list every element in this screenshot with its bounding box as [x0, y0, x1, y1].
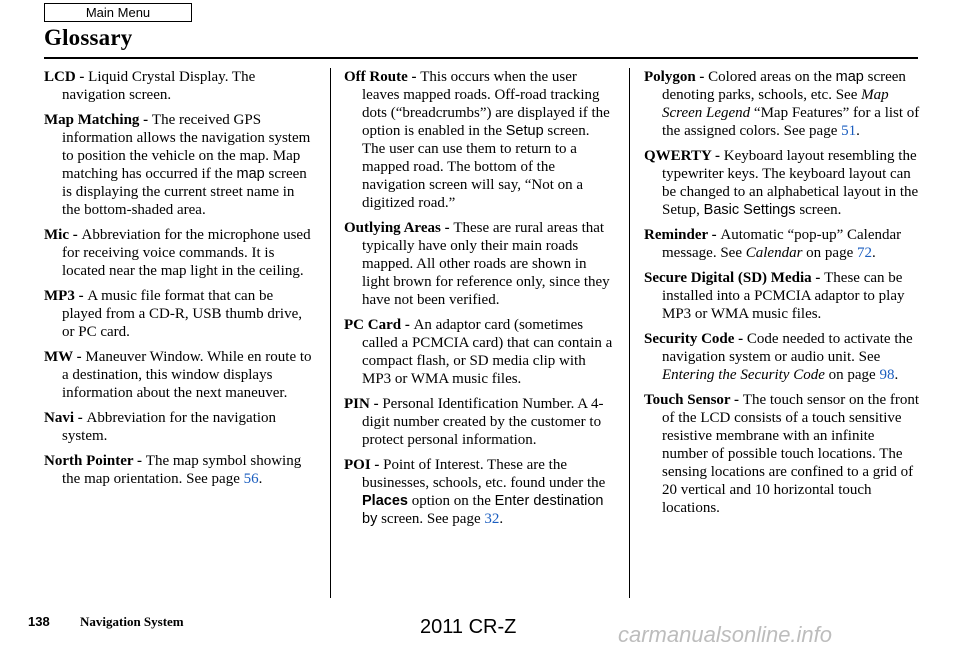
- entry-map-matching: [44, 111, 316, 219]
- term: Mic -: [44, 227, 82, 243]
- definition: Abbreviation for the microphone used for receiving voice commands. It is located near the map light in the ceiling.: [62, 227, 311, 279]
- definition: These can be installed into a PCMCIA adaptor to play MP3 or WMA music files.: [662, 270, 905, 322]
- definition: Colored areas on the: [708, 69, 836, 85]
- page-link[interactable]: 51: [841, 123, 857, 139]
- title-divider: [44, 57, 918, 59]
- ui-label-enter-destination-by: Enter destination by: [362, 493, 604, 527]
- definition: Code needed to activate the navigation system or audio unit. See: [662, 331, 913, 365]
- reference-title: Map Screen Legend: [662, 87, 889, 121]
- definition: Personal Identification Number. A 4-digit number created by the customer to protect personal information.: [362, 396, 604, 448]
- entry-lcd: [44, 68, 316, 104]
- reference-title: Calendar: [745, 245, 803, 261]
- term: Security Code -: [644, 331, 747, 347]
- entry-mic: [44, 226, 316, 280]
- term: PIN -: [344, 396, 383, 412]
- entry-touch-sensor: [644, 391, 920, 517]
- page-link[interactable]: 56: [243, 471, 259, 487]
- definition: .: [499, 511, 504, 527]
- definition: .: [258, 471, 263, 487]
- ui-label-basic-settings: Basic Settings: [703, 202, 796, 218]
- term: POI -: [344, 457, 384, 473]
- definition: Automatic “pop-up” Calendar message. See: [662, 227, 902, 261]
- entry-pc-card: [344, 316, 616, 388]
- term: MW -: [44, 349, 86, 365]
- term: North Pointer -: [44, 453, 146, 469]
- ui-label-places: Places: [362, 493, 408, 509]
- term: Secure Digital (SD) Media -: [644, 270, 825, 286]
- column-divider: [629, 68, 630, 598]
- entry-north-pointer: [44, 452, 316, 488]
- definition: screen is displaying the current street name in the bottom-shaded area.: [62, 166, 307, 218]
- page-link[interactable]: 98: [879, 367, 895, 383]
- definition: An adaptor card (sometimes called a PCMCIA card) that can contain a compact flash, or SD media clip with MP3 or WMA music files.: [362, 317, 613, 387]
- glossary-column-1: [44, 68, 316, 495]
- definition: The map symbol showing the map orientation. See page: [62, 453, 302, 487]
- ui-label-map: map: [236, 166, 265, 182]
- entry-pin: [344, 395, 616, 449]
- term: QWERTY -: [644, 148, 724, 164]
- definition: This occurs when the user leaves mapped roads. Off-road tracking dots (“breadcrumbs”) are displayed if the option is enabled in the: [362, 69, 610, 139]
- entry-off-route: [344, 68, 616, 212]
- page-number: 138: [28, 614, 50, 629]
- definition: These are rural areas that typically have only their main roads mapped. All other roads are shown in light brown for reference only, since they have not been verified.: [362, 220, 610, 308]
- page-link[interactable]: 72: [856, 245, 872, 261]
- page-link[interactable]: 32: [484, 511, 500, 527]
- term: Outlying Areas -: [344, 220, 454, 236]
- entry-qwerty: [644, 147, 920, 219]
- term: Map Matching -: [44, 112, 152, 128]
- definition: “Map Features” for a list of the assigned colors. See page: [662, 105, 920, 139]
- page-title: Glossary: [44, 25, 133, 50]
- term: Reminder -: [644, 227, 721, 243]
- definition: Keyboard layout resembling the typewriter keys. The keyboard layout can be changed to an alphabetical layout in the Setup,: [662, 148, 919, 218]
- term: Touch Sensor -: [644, 392, 743, 408]
- column-divider: [330, 68, 331, 598]
- definition: on page: [824, 367, 880, 383]
- watermark: carmanualsonline.info: [618, 622, 833, 647]
- entry-polygon: [644, 68, 920, 140]
- term: Navi -: [44, 410, 87, 426]
- definition: screen. See page: [377, 511, 485, 527]
- ui-label-setup: Setup: [505, 123, 544, 139]
- term: Off Route -: [344, 69, 421, 85]
- entry-mp3: [44, 287, 316, 341]
- entry-outlying-areas: [344, 219, 616, 309]
- definition: Maneuver Window. While en route to a destination, this window displays information about the next maneuver.: [62, 349, 312, 401]
- model-label: 2011 CR-Z: [420, 616, 517, 638]
- definition: option on the: [407, 493, 495, 509]
- main-menu-button[interactable]: Main Menu: [44, 3, 192, 22]
- definition: screen.: [795, 202, 842, 218]
- term: MP3 -: [44, 288, 88, 304]
- entry-mw: [44, 348, 316, 402]
- entry-security-code: [644, 330, 920, 384]
- entry-reminder: [644, 226, 920, 262]
- definition: Abbreviation for the navigation system.: [62, 410, 277, 444]
- definition: .: [856, 123, 860, 139]
- definition: The touch sensor on the front of the LCD consists of a touch sensitive resistive membrane with an infinite number of possible touch locations. The sensing locations are confined to a grid of 20 vertical and 10 horizontal touch locations.: [662, 392, 920, 516]
- definition: The received GPS information allows the navigation system to position the vehicle on the map. Map matching has occurred if the: [62, 112, 311, 182]
- definition: on page: [802, 245, 857, 261]
- definition: Point of Interest. These are the businesses, schools, etc. found under the: [362, 457, 606, 491]
- section-name: Navigation System: [80, 614, 184, 629]
- glossary-column-3: [644, 68, 920, 524]
- term: Polygon -: [644, 69, 709, 85]
- definition: .: [894, 367, 899, 383]
- definition: Liquid Crystal Display. The navigation screen.: [62, 69, 256, 103]
- definition: screen denoting parks, schools, etc. See: [662, 69, 906, 103]
- definition: A music file format that can be played from a CD-R, USB thumb drive, or PC card.: [62, 288, 302, 340]
- term: LCD -: [44, 69, 89, 85]
- term: PC Card -: [344, 317, 414, 333]
- ui-label-map: map: [835, 69, 864, 85]
- entry-poi: [344, 456, 616, 528]
- glossary-column-2: [344, 68, 616, 535]
- entry-navi: [44, 409, 316, 445]
- entry-secure-digital: [644, 269, 920, 323]
- definition: .: [871, 245, 876, 261]
- reference-title: Entering the Security Code: [662, 367, 825, 383]
- definition: screen. The user can use them to return to a mapped road. The bottom of the navigation screen will say, “Not on a digitized road.”: [362, 123, 590, 211]
